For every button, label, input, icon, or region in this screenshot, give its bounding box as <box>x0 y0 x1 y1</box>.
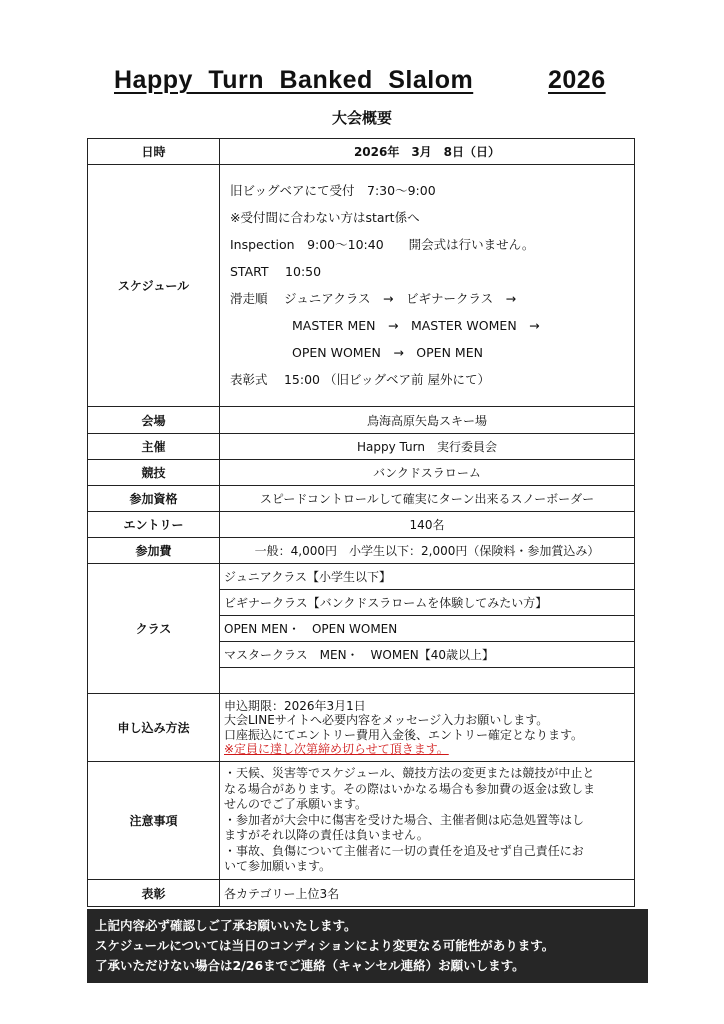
notes-content <box>220 762 635 880</box>
application-label: 申し込み方法 <box>88 694 220 762</box>
row-classes <box>88 564 635 590</box>
application-line: 口座振込にてエントリー費用入金後、エントリー確定となります。 <box>224 727 584 742</box>
event-title: Happy Turn Banked Slalom <box>114 66 474 94</box>
notes-line: せんのでご了承願います。 <box>224 797 368 812</box>
schedule-content <box>220 165 635 407</box>
application-content <box>220 694 635 762</box>
application-line: 申込期限：2026年3月1日 <box>224 698 366 713</box>
schedule-line: OPEN WOMEN → OPEN MEN <box>292 344 483 360</box>
document-title <box>114 64 614 98</box>
capacity-warning: ※定員に達し次第締め切らせて頂きます。 <box>224 742 449 756</box>
section-heading: 大会概要 <box>331 109 392 127</box>
event-year: 2026 <box>548 66 606 94</box>
schedule-label: スケジュール <box>88 165 220 407</box>
schedule-line: 旧ビッグベアにて受付 7:30〜9:00 <box>230 182 436 198</box>
notes-line: ますがそれ以降の責任は負いません。 <box>224 828 429 843</box>
entry-label: エントリー <box>88 512 220 538</box>
row-date <box>88 139 635 165</box>
notes-line: いて参加願います。 <box>224 859 332 874</box>
class-item: ジュニアクラス【小学生以下】 <box>220 564 635 590</box>
notes-line: ・事故、負傷について主催者に一切の責任を追及せず自己責任にお <box>224 843 584 858</box>
row-organizer <box>88 434 635 460</box>
venue-value: 鳥海高原矢島スキー場 <box>220 407 635 434</box>
notes-label: 注意事項 <box>88 762 220 880</box>
event-label: 競技 <box>88 460 220 486</box>
notice-banner <box>87 909 648 983</box>
schedule-line: Inspection 9:00〜10:40 開会式は行いません。 <box>230 236 535 252</box>
row-venue <box>88 407 635 434</box>
date-value: 2026年 3月 8日（日） <box>220 139 635 165</box>
date-label: 日時 <box>88 139 220 165</box>
schedule-line: 表彰式 15:00 （旧ビッグベア前 屋外にて） <box>230 371 490 387</box>
row-application <box>88 694 635 762</box>
award-label: 表彰 <box>88 880 220 907</box>
notes-line: ・参加者が大会中に傷害を受けた場合、主催者側は応急処置等はし <box>224 812 585 827</box>
row-eligibility <box>88 486 635 512</box>
overview-table <box>87 138 635 907</box>
row-award <box>88 880 635 907</box>
event-value: バンクドスラローム <box>220 460 635 486</box>
row-fee <box>88 538 635 564</box>
classes-label: クラス <box>88 564 220 694</box>
schedule-line: 滑走順 ジュニアクラス → ビギナークラス → <box>230 290 517 306</box>
organizer-label: 主催 <box>88 434 220 460</box>
schedule-line: ※受付間に合わない方はstart係へ <box>230 209 420 225</box>
entry-value: 140名 <box>220 512 635 538</box>
notes-line: ・天候、災害等でスケジュール、競技方法の変更または競技が中止と <box>224 766 595 781</box>
organizer-value: Happy Turn 実行委員会 <box>220 434 635 460</box>
notice-line: スケジュールについては当日のコンディションにより変更なる可能性があります。 <box>95 938 555 953</box>
row-entry <box>88 512 635 538</box>
award-value: 各カテゴリー上位3名 <box>220 880 635 907</box>
eligibility-value: スピードコントロールして確実にターン出来るスノーボーダー <box>220 486 635 512</box>
schedule-line: START 10:50 <box>230 263 322 279</box>
class-item: ビギナークラス【バンクドスラロームを体験してみたい方】 <box>220 590 635 616</box>
venue-label: 会場 <box>88 407 220 434</box>
application-line: 大会LINEサイトへ必要内容をメッセージ入力お願いします。 <box>224 713 549 727</box>
row-event <box>88 460 635 486</box>
row-schedule <box>88 165 635 407</box>
class-item: マスタークラス MEN・ WOMEN【40歳以上】 <box>220 642 635 668</box>
row-notes <box>88 762 635 880</box>
notes-line: なる場合があります。その際はいかなる場合も参加費の返金は致しま <box>224 781 596 796</box>
notice-line: 了承いただけない場合は2/26までご連絡（キャンセル連絡）お願いします。 <box>95 958 525 973</box>
fee-value: 一般：4,000円 小学生以下：2,000円（保険料・参加賞込み） <box>220 538 635 564</box>
eligibility-label: 参加資格 <box>88 486 220 512</box>
notice-line: 上記内容必ず確認しご了承お願いいたします。 <box>95 918 357 933</box>
class-item: OPEN MEN・ OPEN WOMEN <box>220 616 635 642</box>
fee-label: 参加費 <box>88 538 220 564</box>
class-item-empty <box>220 668 635 694</box>
schedule-line: MASTER MEN → MASTER WOMEN → <box>292 317 540 333</box>
